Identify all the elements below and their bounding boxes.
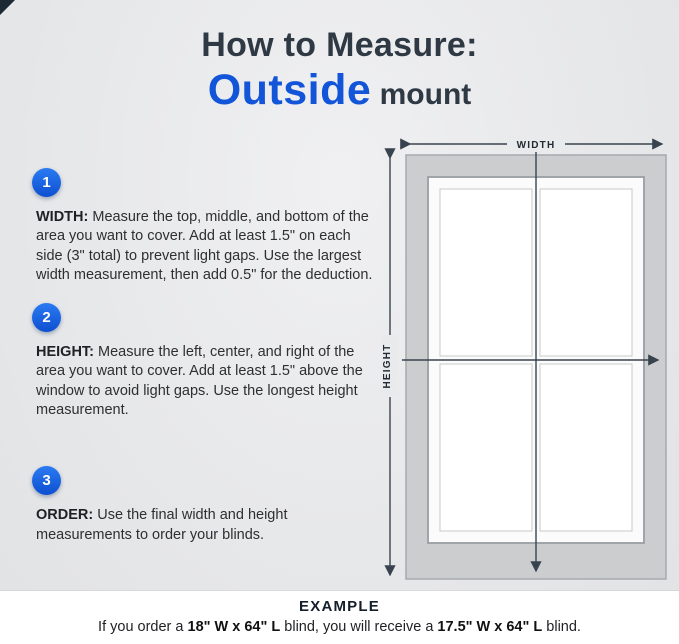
- corner-fold-decoration: [0, 0, 15, 15]
- step-height: [36, 303, 374, 421]
- step-3-badge: 3: [32, 466, 61, 495]
- title-accent-outside: Outside: [207, 66, 372, 114]
- example-text: [0, 619, 679, 635]
- step-1-body: Measure the top, middle, and bottom of the area you want to cover. Add at least 1.5" on each side (3" total) to prevent light gaps. Use the largest width measurement, then add 0.5" for the deduction.: [36, 209, 373, 284]
- window-pane-bottom-left: [440, 364, 532, 531]
- title-rest-mount: mount: [371, 78, 472, 111]
- step-order: [36, 466, 374, 545]
- step-2-label: HEIGHT:: [36, 343, 94, 360]
- step-2-badge: 2: [32, 303, 61, 332]
- example-heading: EXAMPLE: [299, 598, 380, 615]
- window-measurement-diagram: [380, 133, 672, 592]
- steps-column: [36, 168, 374, 562]
- example-footer: [0, 591, 679, 644]
- step-3-text: [36, 506, 374, 545]
- width-label: WIDTH: [516, 140, 556, 151]
- step-1-text: [36, 208, 374, 286]
- step-1-badge: 1: [32, 168, 61, 197]
- example-middle: blind, you will receive a: [280, 619, 438, 635]
- example-order-size: 18" W x 64" L: [187, 619, 281, 635]
- window-pane-top-left: [440, 189, 532, 356]
- window-pane-top-right: [540, 189, 632, 356]
- step-width: [36, 168, 374, 286]
- example-receive-size: 17.5" W x 64" L: [437, 619, 543, 635]
- title-line2: [0, 66, 679, 115]
- height-label: HEIGHT: [382, 343, 393, 389]
- step-3-label: ORDER:: [36, 507, 94, 524]
- example-suffix: blind.: [542, 619, 581, 635]
- title-line1: How to Measure:: [201, 26, 478, 64]
- step-2-text: [36, 343, 374, 421]
- step-3-body: Use the final width and height measurements to order your blinds.: [36, 507, 288, 543]
- window-diagram-svg: [380, 133, 672, 587]
- window-pane-bottom-right: [540, 364, 632, 531]
- step-2-body: Measure the left, center, and right of the area you want to cover. Add at least 1.5" above the window to avoid light gaps. Use the longest height measurement.: [36, 343, 363, 418]
- step-1-label: WIDTH:: [36, 209, 89, 225]
- example-prefix: If you order a: [98, 619, 188, 635]
- page-title: [0, 26, 679, 115]
